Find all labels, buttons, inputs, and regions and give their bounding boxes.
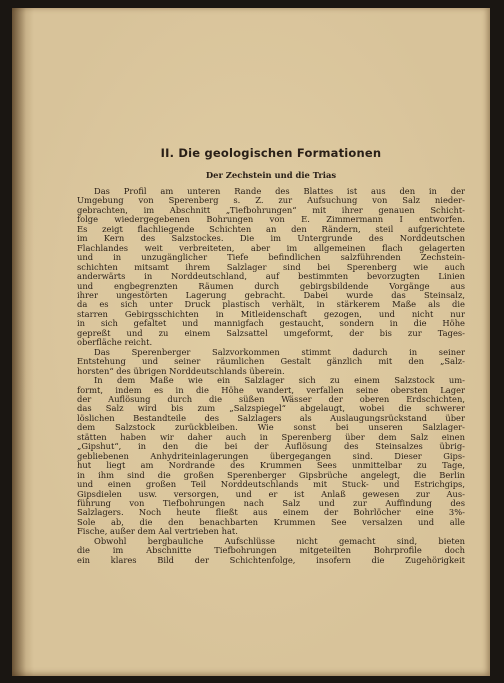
text-line: dem Salzstock zurückbleiben. Wie sonst bei unseren Salzlager- [77,422,465,433]
text-line: Entstehung und seiner räumlichen Gestalt gänzlich mit den „Salz- [77,356,465,367]
text-line: löslichen Bestandteile des Salzlagers als Auslaugungsrückstand über [77,412,465,423]
text-line: folge wiedergegebenen Bohrungen von E. Zimmermann I entworfen. [77,214,465,225]
text-line: und in unzugänglicher Tiefe befindlichen salzführenden Zechstein- [77,252,465,263]
text-line: In dem Maße wie ein Salzlager sich zu einem Salzstock um- [94,375,465,386]
paragraph [77,348,465,376]
text-line: da es sich unter Druck plastisch verhält, in stärkerem Maße als die [77,299,465,310]
text-line: die im Abschnitte Tiefbohrungen mitgeteilten Bohrprofile doch [77,545,465,556]
text-line: ihrer ungestörten Lagerung gebracht. Dabei wurde das Steinsalz, [77,289,465,300]
text-line: Das Profil am unteren Rande des Blattes ist aus den in der [94,186,465,196]
text-line: Obwohl bergbauliche Aufschlüsse nicht gemacht sind, bieten [94,535,465,546]
text-line: ein klares Bild der Schichtenfolge, insofern die Zugehörigkeit [77,554,465,565]
text-line: Es zeigt flachliegende Schichten an den Rändern, steil aufgerichtete [77,223,465,234]
text-line: Fische, außer dem Aal vertrieben hat. [77,526,238,537]
text-line: der Auflösung durch die süßen Wässer der oberen Erdschichten, [77,393,465,404]
section-title: Der Zechstein und die Trias [205,170,337,180]
text-line: starren Gebirgsschichten in Mitleidenschaft gezogen, und nicht nur [77,308,465,319]
text-line: im Kern des Salzstockes. Die im Untergrunde des Norddeutschen [77,233,465,244]
text-line: stätten haben wir daher auch in Sperenberg über dem Salz einen [77,431,465,442]
book-page [12,8,490,676]
text-line: „Gipshut“, in den die bei der Auflösung des Steinsalzes übrig- [77,441,465,452]
text-line: und engbegrenzten Räumen durch gebirgsbildende Vorgänge aus [77,280,465,291]
text-line: führung von Tiefbohrungen nach Salz und zur Auffindung des [77,497,465,508]
text-line: anderwärts in Norddeutschland, auf bestimmten bevorzugten Linien [77,271,465,282]
page-spine-shadow [12,8,26,676]
text-line: horsten“ des übrigen Norddeutschlands überein. [77,365,285,376]
text-line: Gipsdielen usw. versorgen, und er ist Anlaß gewesen zur Aus- [77,488,465,499]
text-line: hut liegt am Nordrande des Krummen Sees unmittelbar zu Tage, [77,460,465,471]
text-line: formt, indem es in die Höhe wandert, verfallen seine obersten Lager [77,384,465,395]
body-text [77,187,465,565]
text-line: schichten mitsamt ihrem Salzlager sind bei Sperenberg wie auch [77,261,465,272]
text-line: Flachlandes weit verbreiteten, aber im allgemeinen flach gelagerten [77,242,465,253]
text-line: Sole ab, die den benachbarten Krummen See versalzen und alle [77,516,465,527]
text-line: gebliebenen Anhydriteinlagerungen übergegangen sind. Dieser Gips- [77,450,465,461]
text-line: und einen großen Teil Norddeutschlands mit Stuck- und Estrichgips, [77,479,465,490]
text-line: Das Sperenberger Salzvorkommen stimmt dadurch in seiner [94,346,465,357]
text-line: Umgebung von Sperenberg s. Z. zur Aufsuchung von Salz nieder- [77,195,465,206]
text-line: Salzlagers. Noch heute fließt aus einem der Bohrlöcher eine 3%- [77,507,465,518]
paragraph [77,376,465,537]
paragraph [77,187,465,348]
text-line: das Salz wird bis zum „Salzspiegel“ abgelaugt, wobei die schwerer [77,403,465,414]
text-line: gebrachten, im Abschnitt „Tiefbohrungen“ mit ihrer genauen Schicht- [77,204,465,215]
text-line: oberfläche reicht. [77,337,153,348]
text-line: gepreßt und zu einem Salzsattel umgeformt, der bis zur Tages- [77,327,465,338]
paragraph [77,537,465,565]
text-line: in ihm sind die großen Sperenberger Gipsbrüche angelegt, die Berlin [77,469,465,480]
chapter-title: II. Die geologischen Formationen [160,146,382,160]
text-line: in sich gefaltet und mannigfach gestaucht, sondern in die Höhe [77,318,465,329]
page-content [77,146,465,565]
